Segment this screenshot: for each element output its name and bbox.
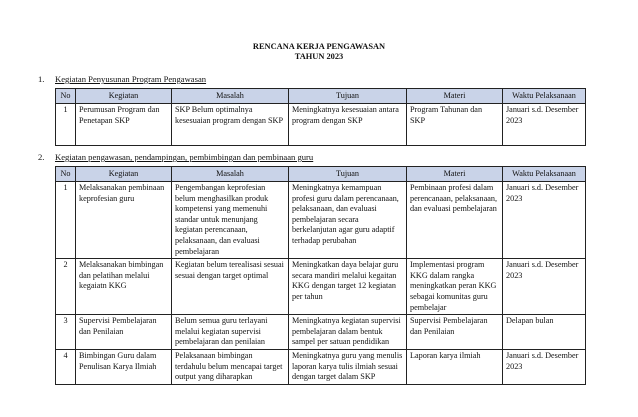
- header-masalah: Masalah: [172, 167, 289, 182]
- cell-kegiatan: Supervisi Pembelajaran dan Penilaian: [76, 315, 172, 350]
- header-materi: Materi: [407, 89, 503, 104]
- cell-materi: Supervisi Pembelajaran dan Penilaian: [407, 315, 503, 350]
- cell-no: 3: [56, 315, 76, 350]
- cell-no: 1: [56, 182, 76, 259]
- cell-waktu: Januari s.d. Desember 2023: [503, 104, 586, 146]
- section-number: 2.: [38, 152, 45, 162]
- table-pengawasan-guru: [55, 166, 586, 385]
- cell-no: 4: [56, 349, 76, 384]
- cell-masalah: Pelaksanaan bimbingan terdahulu belum mencapai target output yang diharapkan: [172, 349, 289, 384]
- cell-materi: Implementasi program KKG dalam rangka meningkatkan peran KKG sebagai komunitas guru pembelajar: [407, 259, 503, 315]
- cell-tujuan: Meningkatkan daya belajar guru secara mandiri melalui kegaitan KKG dengan target 12 kegiatan per tahun: [289, 259, 407, 315]
- header-no: No: [56, 167, 76, 182]
- header-materi: Materi: [407, 167, 503, 182]
- cell-kegiatan: Melaksanakan pembinaan keprofesian guru: [76, 182, 172, 259]
- cell-no: 1: [56, 104, 76, 146]
- document-subtitle-year: TAHUN 2023: [294, 52, 344, 61]
- cell-tujuan: Meningkatnya guru yang menulis laporan karya tulis ilmiah sesuai dengan target dalam SKP: [289, 349, 407, 384]
- cell-waktu: Januari s.d. Desember 2023: [503, 259, 586, 315]
- cell-waktu: Januari s.d. Desember 2023: [503, 349, 586, 384]
- header-waktu: Waktu Pelaksanaan: [503, 89, 586, 104]
- table-row: [56, 259, 586, 315]
- cell-tujuan: Meningkatnya kesesuaian antara program dengan SKP: [289, 104, 407, 146]
- section-1-heading: [38, 74, 206, 84]
- cell-masalah: Pengembangan keprofesian belum menghasilkan produk kompetensi yang memenuhi standar untuk menunjang kegiatan perencanaan, pelaksanaan, dan evaluasi pembelajaran: [172, 182, 289, 259]
- cell-kegiatan: Perumusan Program dan Penetapan SKP: [76, 104, 172, 146]
- cell-kegiatan: Bimbingan Guru dalam Penulisan Karya Ilmiah: [76, 349, 172, 384]
- document-title: RENCANA KERJA PENGAWASAN: [252, 42, 386, 51]
- table-row: [56, 315, 586, 350]
- table-row: [56, 349, 586, 384]
- table-row: [56, 182, 586, 259]
- cell-materi: Program Tahunan dan SKP: [407, 104, 503, 146]
- cell-waktu: Januari s.d. Desember 2023: [503, 182, 586, 259]
- cell-no: 2: [56, 259, 76, 315]
- table-header-row: [56, 167, 586, 182]
- cell-masalah: SKP Belum optimalnya kesesuaian program dengan SKP: [172, 104, 289, 146]
- cell-materi: Laporan karya ilmiah: [407, 349, 503, 384]
- header-masalah: Masalah: [172, 89, 289, 104]
- cell-masalah: Belum semua guru terlayani melalui kegiatan supervisi pembelajaran dan penilaian: [172, 315, 289, 350]
- cell-masalah: Kegiatan belum terealisasi sesuai sesuai dengan target optimal: [172, 259, 289, 315]
- table-row: [56, 104, 586, 146]
- header-no: No: [56, 89, 76, 104]
- table-program-pengawasan: [55, 88, 586, 146]
- section-label: Kegiatan Penyusunan Program Pengawasan: [55, 74, 207, 84]
- cell-waktu: Delapan bulan: [503, 315, 586, 350]
- header-tujuan: Tujuan: [289, 167, 407, 182]
- header-waktu: Waktu Pelaksanaan: [503, 167, 586, 182]
- section-label: Kegiatan pengawasan, pendampingan, pembimbingan dan pembinaan guru: [55, 152, 314, 162]
- cell-tujuan: Meningkatnya kemampuan profesi guru dalam perencanaan, pelaksanaan, dan evaluasi pembelajaran secara berkelanjutan agar guru adaptif terhadap perubahan: [289, 182, 407, 259]
- header-kegiatan: Kegiatan: [76, 167, 172, 182]
- section-2-heading: [38, 152, 313, 162]
- section-number: 1.: [38, 74, 45, 84]
- header-kegiatan: Kegiatan: [76, 89, 172, 104]
- header-tujuan: Tujuan: [289, 89, 407, 104]
- table-header-row: [56, 89, 586, 104]
- cell-tujuan: Meningkatnya kegiatan supervisi pembelajaran dalam bentuk sampel per satuan pendidikan: [289, 315, 407, 350]
- cell-materi: Pembinaan profesi dalam perencanaan, pelaksanaan, dan evaluasi pembelajaran: [407, 182, 503, 259]
- cell-kegiatan: Melaksanakan bimbingan dan pelatihan melalui kegaiatn KKG: [76, 259, 172, 315]
